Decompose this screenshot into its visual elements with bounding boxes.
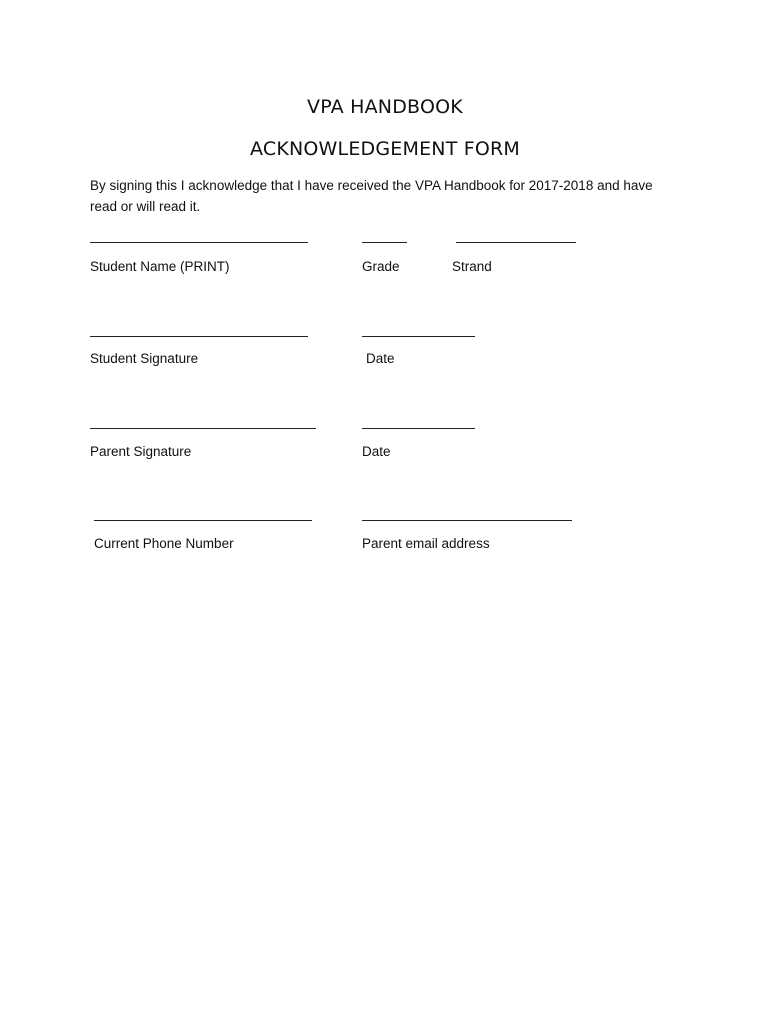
parent-date-label: Date (362, 444, 391, 459)
student-date-label: Date (366, 351, 395, 366)
student-name-line[interactable] (90, 242, 308, 243)
student-signature-label: Student Signature (90, 351, 199, 366)
acknowledgement-text: By signing this I acknowledge that I have received the VPA Handbook for 2017-2018 and have read or will read it. (90, 178, 653, 214)
parent-signature-label: Parent Signature (90, 444, 192, 459)
grade-label: Grade (362, 259, 400, 274)
student-date-line[interactable] (362, 336, 475, 337)
email-line[interactable] (362, 520, 572, 521)
parent-date-line[interactable] (362, 428, 475, 429)
strand-label: Strand (452, 259, 492, 274)
grade-line[interactable] (362, 242, 407, 243)
email-label: Parent email address (362, 536, 490, 551)
student-name-label: Student Name (PRINT) (90, 259, 230, 274)
student-signature-line[interactable] (90, 336, 308, 337)
phone-line[interactable] (94, 520, 312, 521)
phone-label: Current Phone Number (94, 536, 234, 551)
parent-signature-line[interactable] (90, 428, 316, 429)
strand-line[interactable] (456, 242, 576, 243)
document-subtitle: ACKNOWLEDGEMENT FORM (249, 138, 521, 160)
document-title: VPA HANDBOOK (307, 96, 463, 118)
